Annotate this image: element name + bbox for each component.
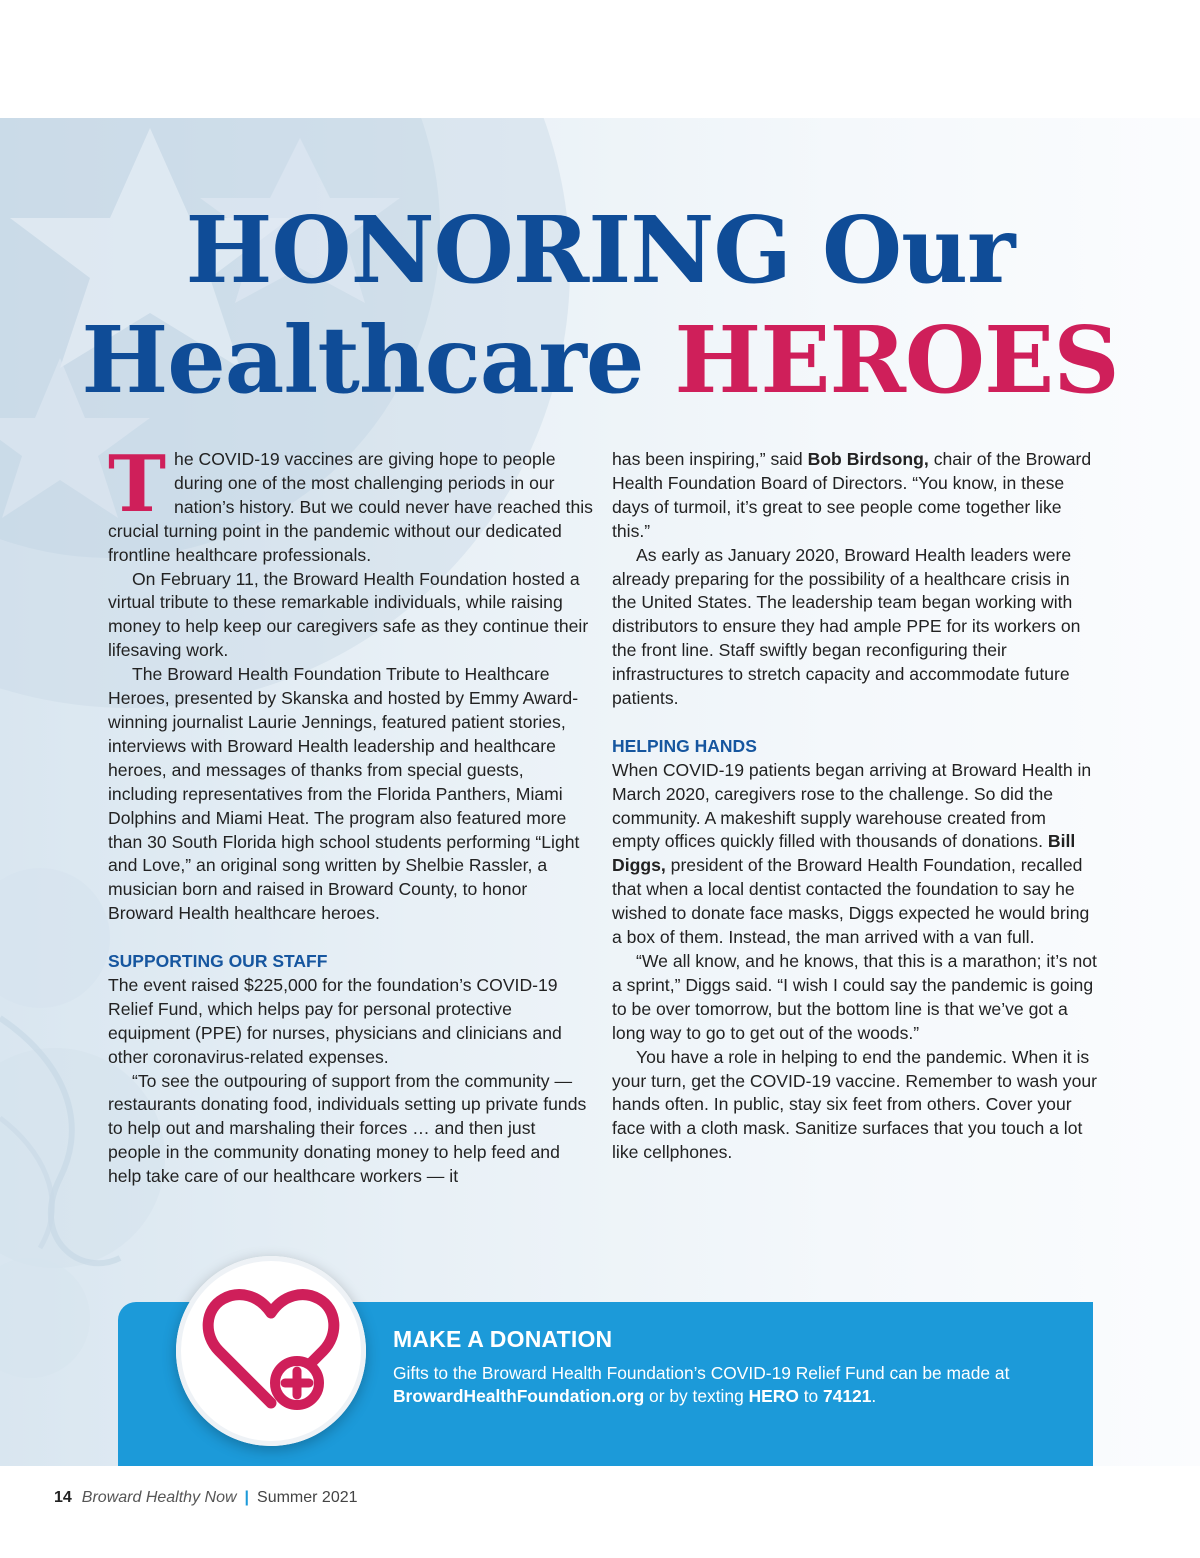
drop-cap: T (108, 439, 167, 530)
donation-url-link[interactable]: BrowardHealthFoundation.org (393, 1385, 645, 1406)
donation-text-c: to (798, 1385, 824, 1406)
donation-text-d: . (871, 1385, 877, 1406)
article-paragraph-7: As early as January 2020, Broward Health leaders were already preparing for the possibility of a healthcare crisis in the United States. The leadership team began working with distributors to ensure they had ample PPE for its workers on the front line. Staff swiftly began reconfiguring their infrastructures to stretch capacity and accommodate future patients. (612, 544, 1081, 709)
donation-title: MAKE A DONATION (393, 1326, 613, 1352)
heart-plus-icon (201, 1285, 341, 1417)
headline-line-1: HONORING Our (185, 196, 1015, 304)
article-paragraph-4: The event raised $225,000 for the foundation’s COVID-19 Relief Fund, which helps pay for personal protective equipment (PPE) for nurses, physicians and clinicians and other coronavirus-related expenses. (108, 974, 562, 1067)
magazine-name: Broward Healthy Now (81, 1489, 237, 1506)
paragraph-8-text-b: president of the Broward Health Foundation, recalled that when a local dentist contacted the foundation to say he wished to donate face masks, Diggs expected he would bring a box of them. Instead, the man arrived with a van full. (612, 855, 1090, 948)
paragraph-6-text-a: has been inspiring,” said (612, 449, 808, 469)
article-paragraph-10: You have a role in helping to end the pandemic. When it is your turn, get the COVID-19 vaccine. Remember to wash your hands often. In public, stay six feet from others. Cover your face with a cloth mask. Sanitize surfaces that you touch a lot like cellphones. (612, 1046, 1098, 1163)
article-paragraph-5: “To see the outpouring of support from the community — restaurants donating food, individuals setting up private funds to help out and marshaling their forces … and then just people in the community donating money to help feed and help take care of our healthcare workers — it (108, 1070, 587, 1187)
page-number: 14 (54, 1489, 72, 1506)
donation-keyword: HERO (748, 1385, 799, 1406)
article-paragraph-1 (108, 439, 593, 568)
article-paragraph-9: “We all know, and he knows, that this is a marathon; it’s not a sprint,” Diggs said. “I wish I could say the pandemic is going to be over tomorrow, but the bottom line is that we’ve got a long way to go to get out of the woods.” (612, 951, 1097, 1043)
donation-text-b: or by texting (644, 1385, 749, 1406)
name-bob-birdsong: Bob Birdsong, (807, 449, 929, 469)
subhead-helping-hands: HELPING HANDS (612, 735, 757, 756)
headline-line-2-text: Healthcare (81, 306, 675, 414)
issue-date: Summer 2021 (257, 1489, 358, 1506)
article-paragraph-8 (612, 759, 1097, 950)
donation-text-a: Gifts to the Broward Health Foundation’s COVID-19 Relief Fund can be made at (393, 1363, 1010, 1383)
headline-accent-heroes: HEROES (674, 306, 1119, 414)
headline-line-2 (0, 304, 1200, 416)
paragraph-8-text-a: When COVID-19 patients began arriving at Broward Health in March 2020, caregivers rose to the challenge. So did the community. A makeshift supply warehouse created from empty offices quickly filled with thousands of donations. (612, 759, 1092, 852)
article-column-right (612, 448, 1097, 1165)
article-paragraph-6 (612, 448, 1097, 544)
page-footer (54, 1489, 358, 1507)
subhead-supporting-our-staff: SUPPORTING OUR STAFF (108, 951, 328, 972)
donation-text (393, 1362, 1073, 1407)
article-paragraph-2: On February 11, the Broward Health Foundation hosted a virtual tribute to these remarkable individuals, while raising money to help keep our caregivers safe as they continue their lifesaving work. (108, 568, 589, 661)
donation-text-number: 74121 (823, 1385, 872, 1406)
footer-separator: | (244, 1489, 250, 1506)
paragraph-6-text-b: chair of the Broward Health Foundation Board of Directors. “You know, in these days of turmoil, it’s great to see people come together like this.” (612, 449, 1092, 541)
article-headline (0, 196, 1200, 416)
paragraph-1-text: he COVID-19 vaccines are giving hope to people during one of the most challenging periods in our nation’s history. But we could never have reached this crucial turning point in the pandemic without our dedicated frontline healthcare professionals. (108, 449, 593, 565)
name-bill-diggs: Bill Diggs, (612, 831, 1076, 876)
article-column-left (108, 439, 593, 1189)
article-paragraph-3: The Broward Health Foundation Tribute to Healthcare Heroes, presented by Skanska and hosted by Emmy Award-winning journalist Laurie Jennings, featured patient stories, interviews with Broward Health leadership and healthcare heroes, and messages of thanks from special guests, including representatives from the Florida Panthers, Miami Dolphins and Miami Heat. The program also featured more than 30 South Florida high school students performing “Light and Love,” an original song written by Shelbie Rassler, a musician born and raised in Broward County, to honor Broward Health healthcare heroes. (108, 664, 580, 924)
